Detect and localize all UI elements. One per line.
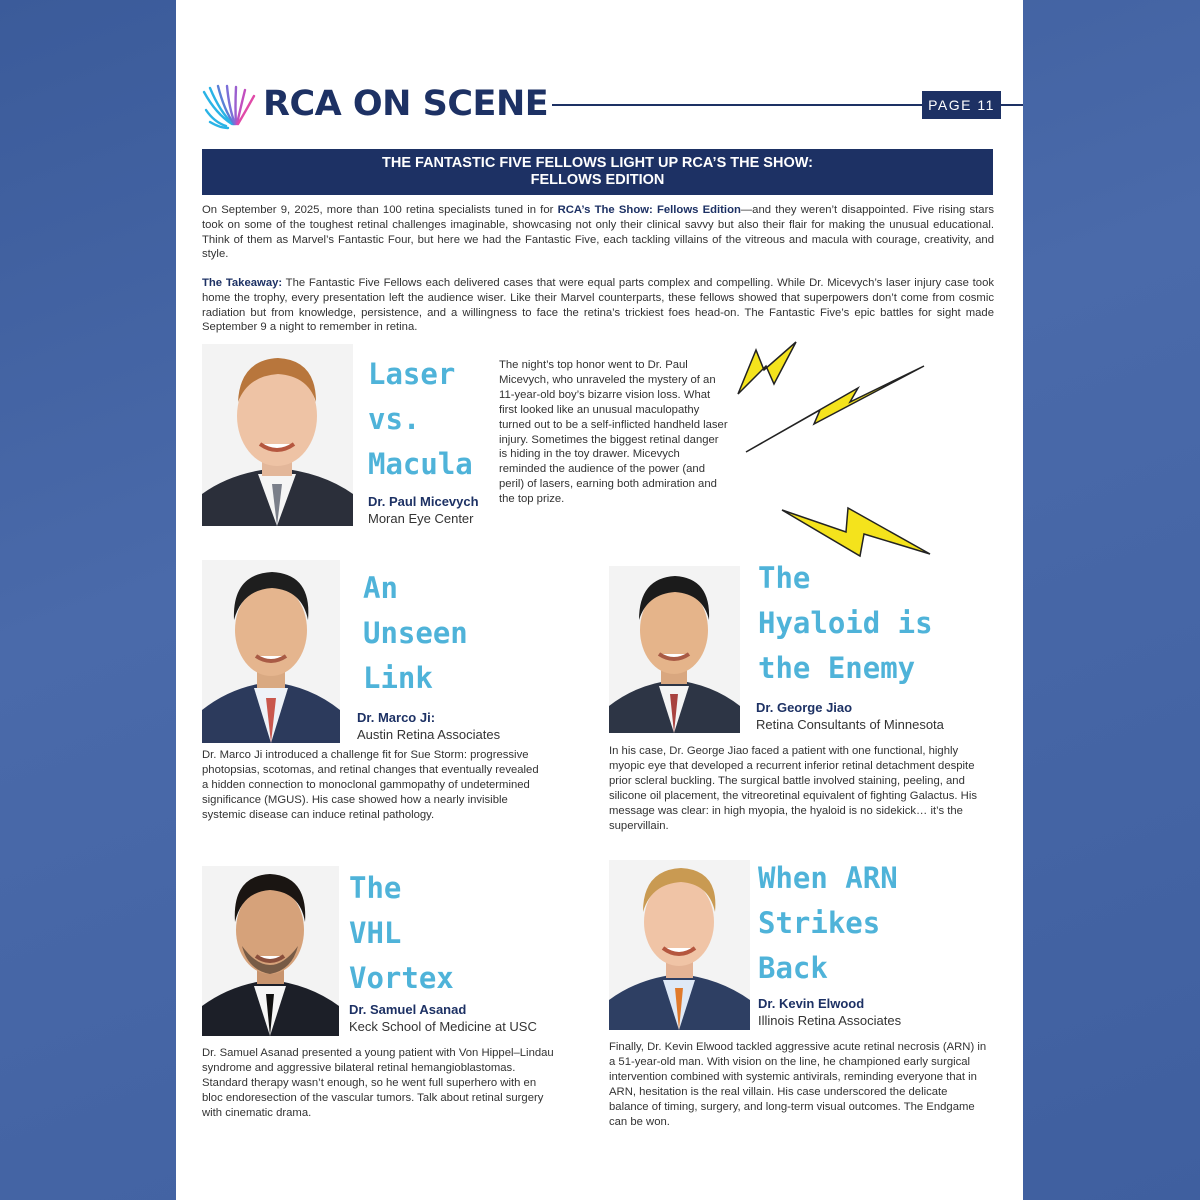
fellow-5-name: Dr. Kevin Elwood — [758, 996, 865, 1011]
article-headline — [202, 149, 993, 195]
header-rule-tail — [1001, 104, 1023, 106]
title-line: Hyaloid is — [758, 606, 933, 640]
headline-line-2: FELLOWS EDITION — [530, 172, 665, 188]
fellow-3-name: Dr. George Jiao — [756, 700, 853, 715]
fellow-2-description: Dr. Marco Ji introduced a challenge fit for Sue Storm: progressive photopsias, scotomas, and retinal changes that eventually revealed a hidden connection to monoclonal gammopathy of undetermined significance (MGUS). His case showed how a nearly invisible systemic disease can induce retinal pathology. — [202, 749, 539, 821]
takeaway-text: The Fantastic Five Fellows each delivered cases that were equal parts complex and compelling. While Dr. Micevych’s laser injury case took home the trophy, every presentation left the audience wiser. Like their Marvel counterparts, these fellows showed that superpowers don’t come from cosmic radiation but from knowledge, persistence, and a willingness to face the retina’s trickiest foes head-on. The Fantastic Five’s epic battles for sight made September 9 a night to remember in retina. — [202, 277, 994, 334]
fellow-2-name: Dr. Marco Ji: — [357, 710, 436, 725]
fellow-1-affiliation: Moran Eye Center — [368, 511, 474, 526]
title-line: When ARN — [758, 861, 898, 895]
headshot-elwood — [609, 860, 750, 1030]
fellow-1-title — [368, 352, 473, 487]
intro-text-post: —and they weren’t disappointed. Five rising stars took on some of the toughest retinal challenges imaginable, showcasing not only their clinical savvy but also their flair for making the unusual educational. Think of them as Marvel’s Fantastic Four, but here we had the Fantastic Five, each tackling villains of the vitreous and macula with courage, creativity, and style. — [202, 204, 994, 261]
fellow-3-title — [758, 556, 933, 691]
fellow-4-affiliation: Keck School of Medicine at USC — [349, 1019, 537, 1034]
fellow-2-title — [363, 566, 468, 701]
fellow-3-affiliation: Retina Consultants of Minnesota — [756, 717, 944, 732]
lightning-bolt-icon — [742, 362, 928, 456]
title-line: Vortex — [349, 961, 454, 995]
title-line: vs. — [368, 402, 421, 436]
fellow-4-description: Dr. Samuel Asanad presented a young patient with Von Hippel–Lindau syndrome and aggressive bilateral retinal hemangioblastomas. Standard therapy wasn’t enough, so he went full superhero with en bloc endoresection of the vascular tumors. Talk about retinal surgery with cinematic drama. — [202, 1047, 554, 1119]
headshot-ji — [202, 560, 340, 743]
fellow-4-name: Dr. Samuel Asanad — [349, 1002, 467, 1017]
fellow-5-description: Finally, Dr. Kevin Elwood tackled aggressive acute retinal necrosis (ARN) in a 51-year-old man. With vision on the line, he championed early surgical intervention combined with systemic antivirals, reminding everyone that in ARN, hesitation is the real villain. His case underscored the delicate balance of timing, surgery, and long-term visual outcomes. The Endgame can be won. — [609, 1041, 987, 1128]
fellow-5-affiliation: Illinois Retina Associates — [758, 1013, 902, 1028]
takeaway-paragraph — [202, 276, 994, 335]
intro-paragraph — [202, 203, 994, 262]
fellow-2-affiliation: Austin Retina Associates — [357, 727, 501, 742]
title-line: Macula — [368, 447, 473, 481]
title-line: Strikes — [758, 906, 881, 940]
logo-text: RCA ON SCENE — [263, 84, 549, 124]
title-line: The — [758, 561, 811, 595]
fellow-1-name: Dr. Paul Micevych — [368, 494, 479, 509]
fellow-3-description: In his case, Dr. George Jiao faced a patient with one functional, highly myopic eye that developed a recurrent inferior retinal detachment despite prior scleral buckling. The surgical battle involved staining, peeling, and silicone oil placement, the vitreoretinal equivalent of fighting Galactus. His message was clear: in high myopia, the hyaloid is no sidekick… it’s the supervillain. — [609, 745, 977, 832]
headshot-jiao — [609, 566, 740, 733]
fellow-4-title — [349, 866, 454, 1001]
headshot-micevych — [202, 344, 353, 526]
intro-text-pre: On September 9, 2025, more than 100 retina specialists tuned in for — [202, 204, 558, 216]
title-line: Back — [758, 951, 828, 985]
rca-logo-icon — [202, 84, 258, 130]
fellow-1-description: The night’s top honor went to Dr. Paul Micevych, who unraveled the mystery of an 11-year-old boy’s bizarre vision loss. What first looked like an unusual maculopathy turned out to be a self-inflicted handheld laser injury. Sometimes the biggest retinal danger is hiding in the toy drawer. Micevych reminded the audience of the power (and peril) of lasers, earning both admiration and the top prize. — [499, 359, 728, 506]
title-line: the Enemy — [758, 651, 916, 685]
takeaway-label: The Takeaway: — [202, 277, 283, 289]
title-line: An — [363, 571, 398, 605]
newsletter-page — [176, 0, 1023, 1200]
title-line: The — [349, 871, 402, 905]
page-number-badge: PAGE 11 — [922, 91, 1001, 119]
title-line: Laser — [368, 357, 456, 391]
header-rule — [552, 104, 922, 106]
title-line: VHL — [349, 916, 402, 950]
intro-text-bold: RCA’s The Show: Fellows Edition — [557, 204, 741, 216]
headline-line-1: THE FANTASTIC FIVE FELLOWS LIGHT UP RCA’S THE SHOW: — [382, 155, 813, 171]
title-line: Unseen — [363, 616, 468, 650]
title-line: Link — [363, 661, 433, 695]
headshot-asanad — [202, 866, 339, 1036]
fellow-5-title — [758, 856, 898, 991]
lightning-bolt-icon — [780, 504, 934, 560]
